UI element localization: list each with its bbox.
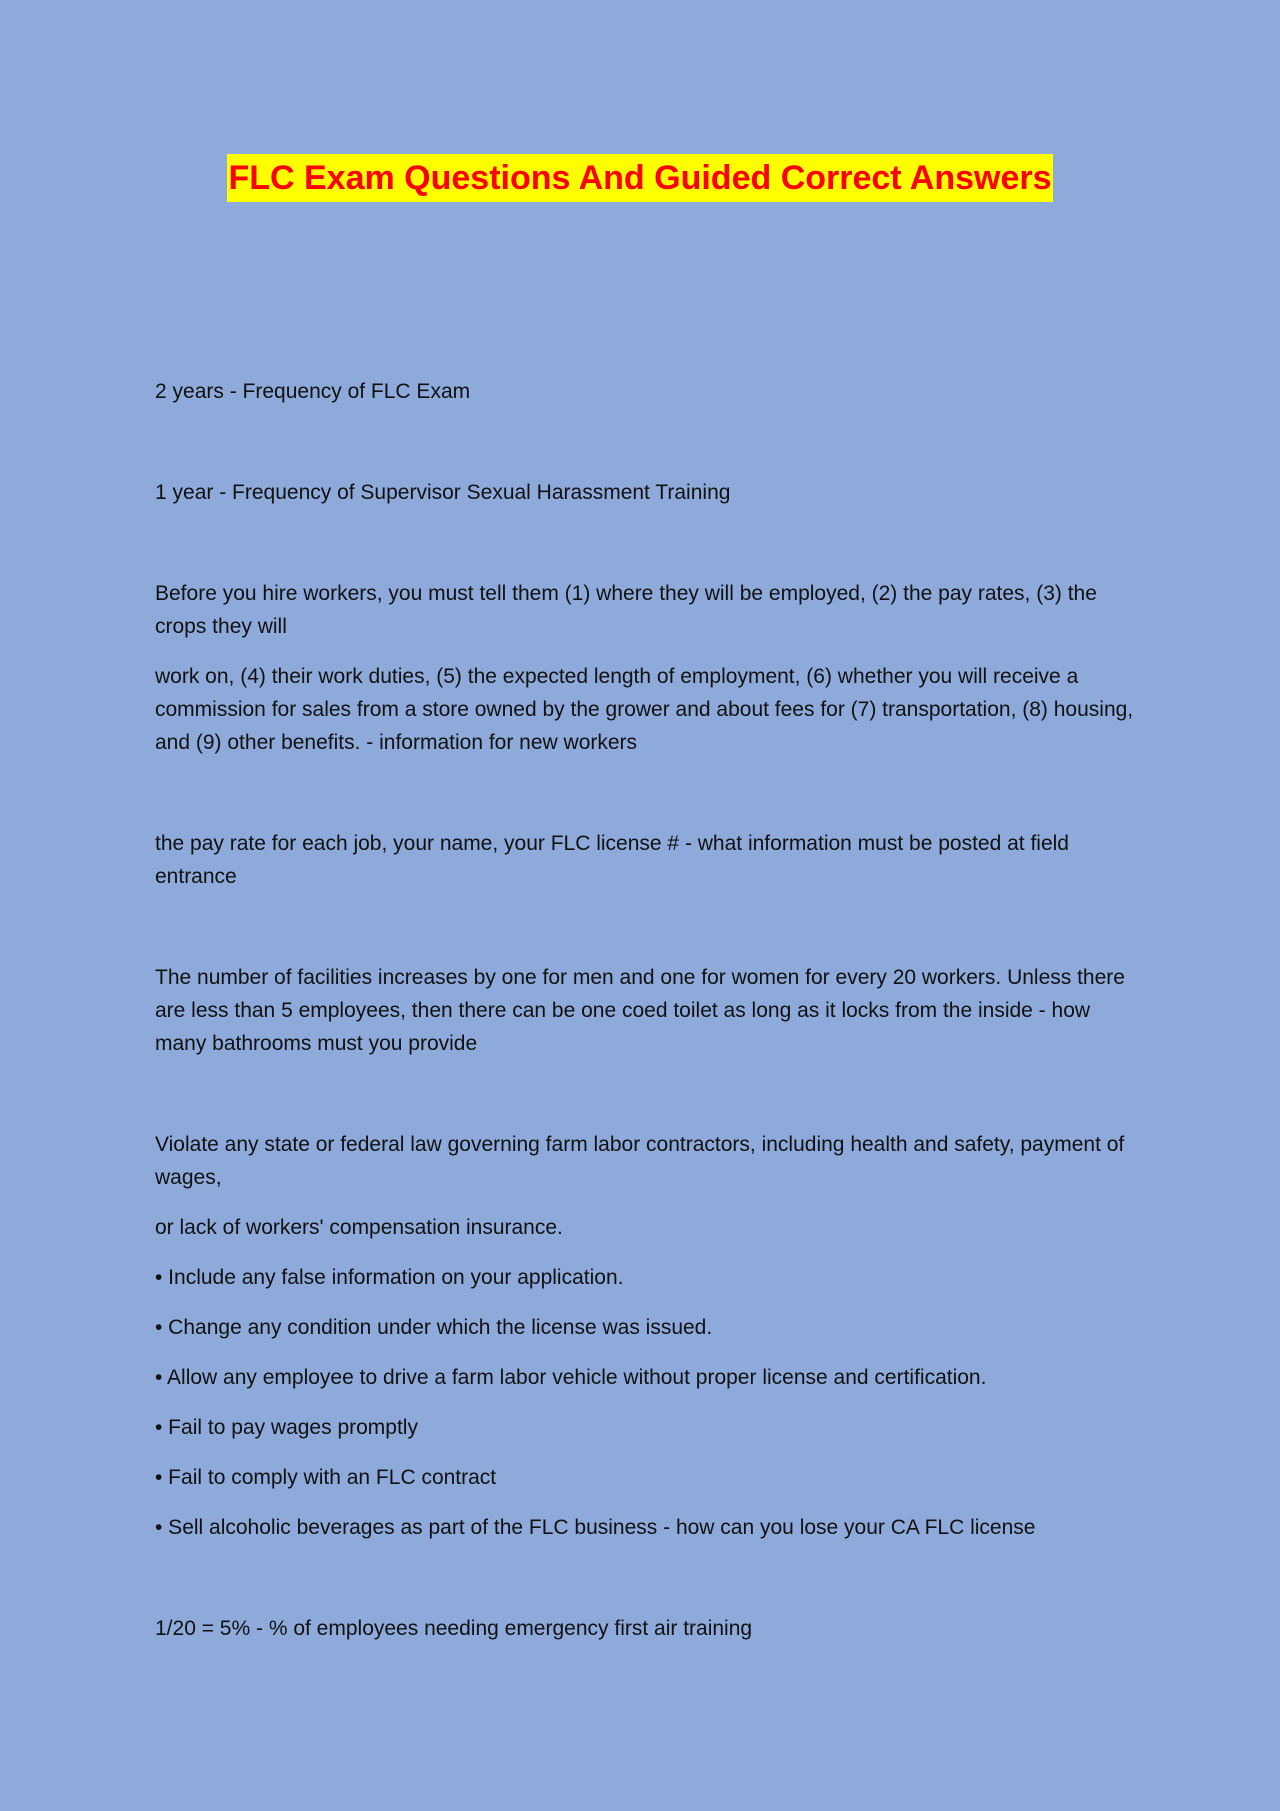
list-item: • Change any condition under which the license was issued. (155, 1316, 713, 1339)
entry-bathrooms: The number of facilities increases by one for men and one for women for every 20 workers. Unless there are less than 5 employees, then there can be one coed toilet as long as it locks from the inside - how many bathrooms must you provide (155, 966, 1125, 1055)
list-item: • Allow any employee to drive a farm labor vehicle without proper license and certification. (155, 1366, 987, 1389)
entry-license-loss-insurance: or lack of workers' compensation insurance. (155, 1216, 563, 1239)
entry-training-frequency: 1 year - Frequency of Supervisor Sexual Harassment Training (155, 481, 731, 504)
title-container (0, 154, 1280, 202)
list-item: • Sell alcoholic beverages as part of the FLC business - how can you lose your CA FLC license (155, 1516, 1036, 1539)
entry-license-loss-intro: Violate any state or federal law governing farm labor contractors, including health and safety, payment of wages, (155, 1133, 1125, 1189)
list-item: • Fail to pay wages promptly (155, 1416, 418, 1439)
entry-field-entrance-posting: the pay rate for each job, your name, your FLC license # - what information must be posted at field entrance (155, 832, 1069, 888)
document-title: FLC Exam Questions And Guided Correct Answers (227, 154, 1052, 202)
document-body (155, 375, 1140, 1645)
entry-new-workers-info-part1: Before you hire workers, you must tell them (1) where they will be employed, (2) the pay rates, (3) the crops they will (155, 582, 1097, 638)
list-item: • Include any false information on your application. (155, 1266, 624, 1289)
list-item: • Fail to comply with an FLC contract (155, 1466, 497, 1489)
entry-first-aid-training: 1/20 = 5% - % of employees needing emergency first air training (155, 1617, 753, 1640)
entry-new-workers-info-part2: work on, (4) their work duties, (5) the expected length of employment, (6) whether you will receive a commission for sales from a store owned by the grower and about fees for (7) transportation, (8) housing, and (9) other benefits. - information for new workers (155, 665, 1134, 754)
entry-exam-frequency: 2 years - Frequency of FLC Exam (155, 380, 471, 403)
